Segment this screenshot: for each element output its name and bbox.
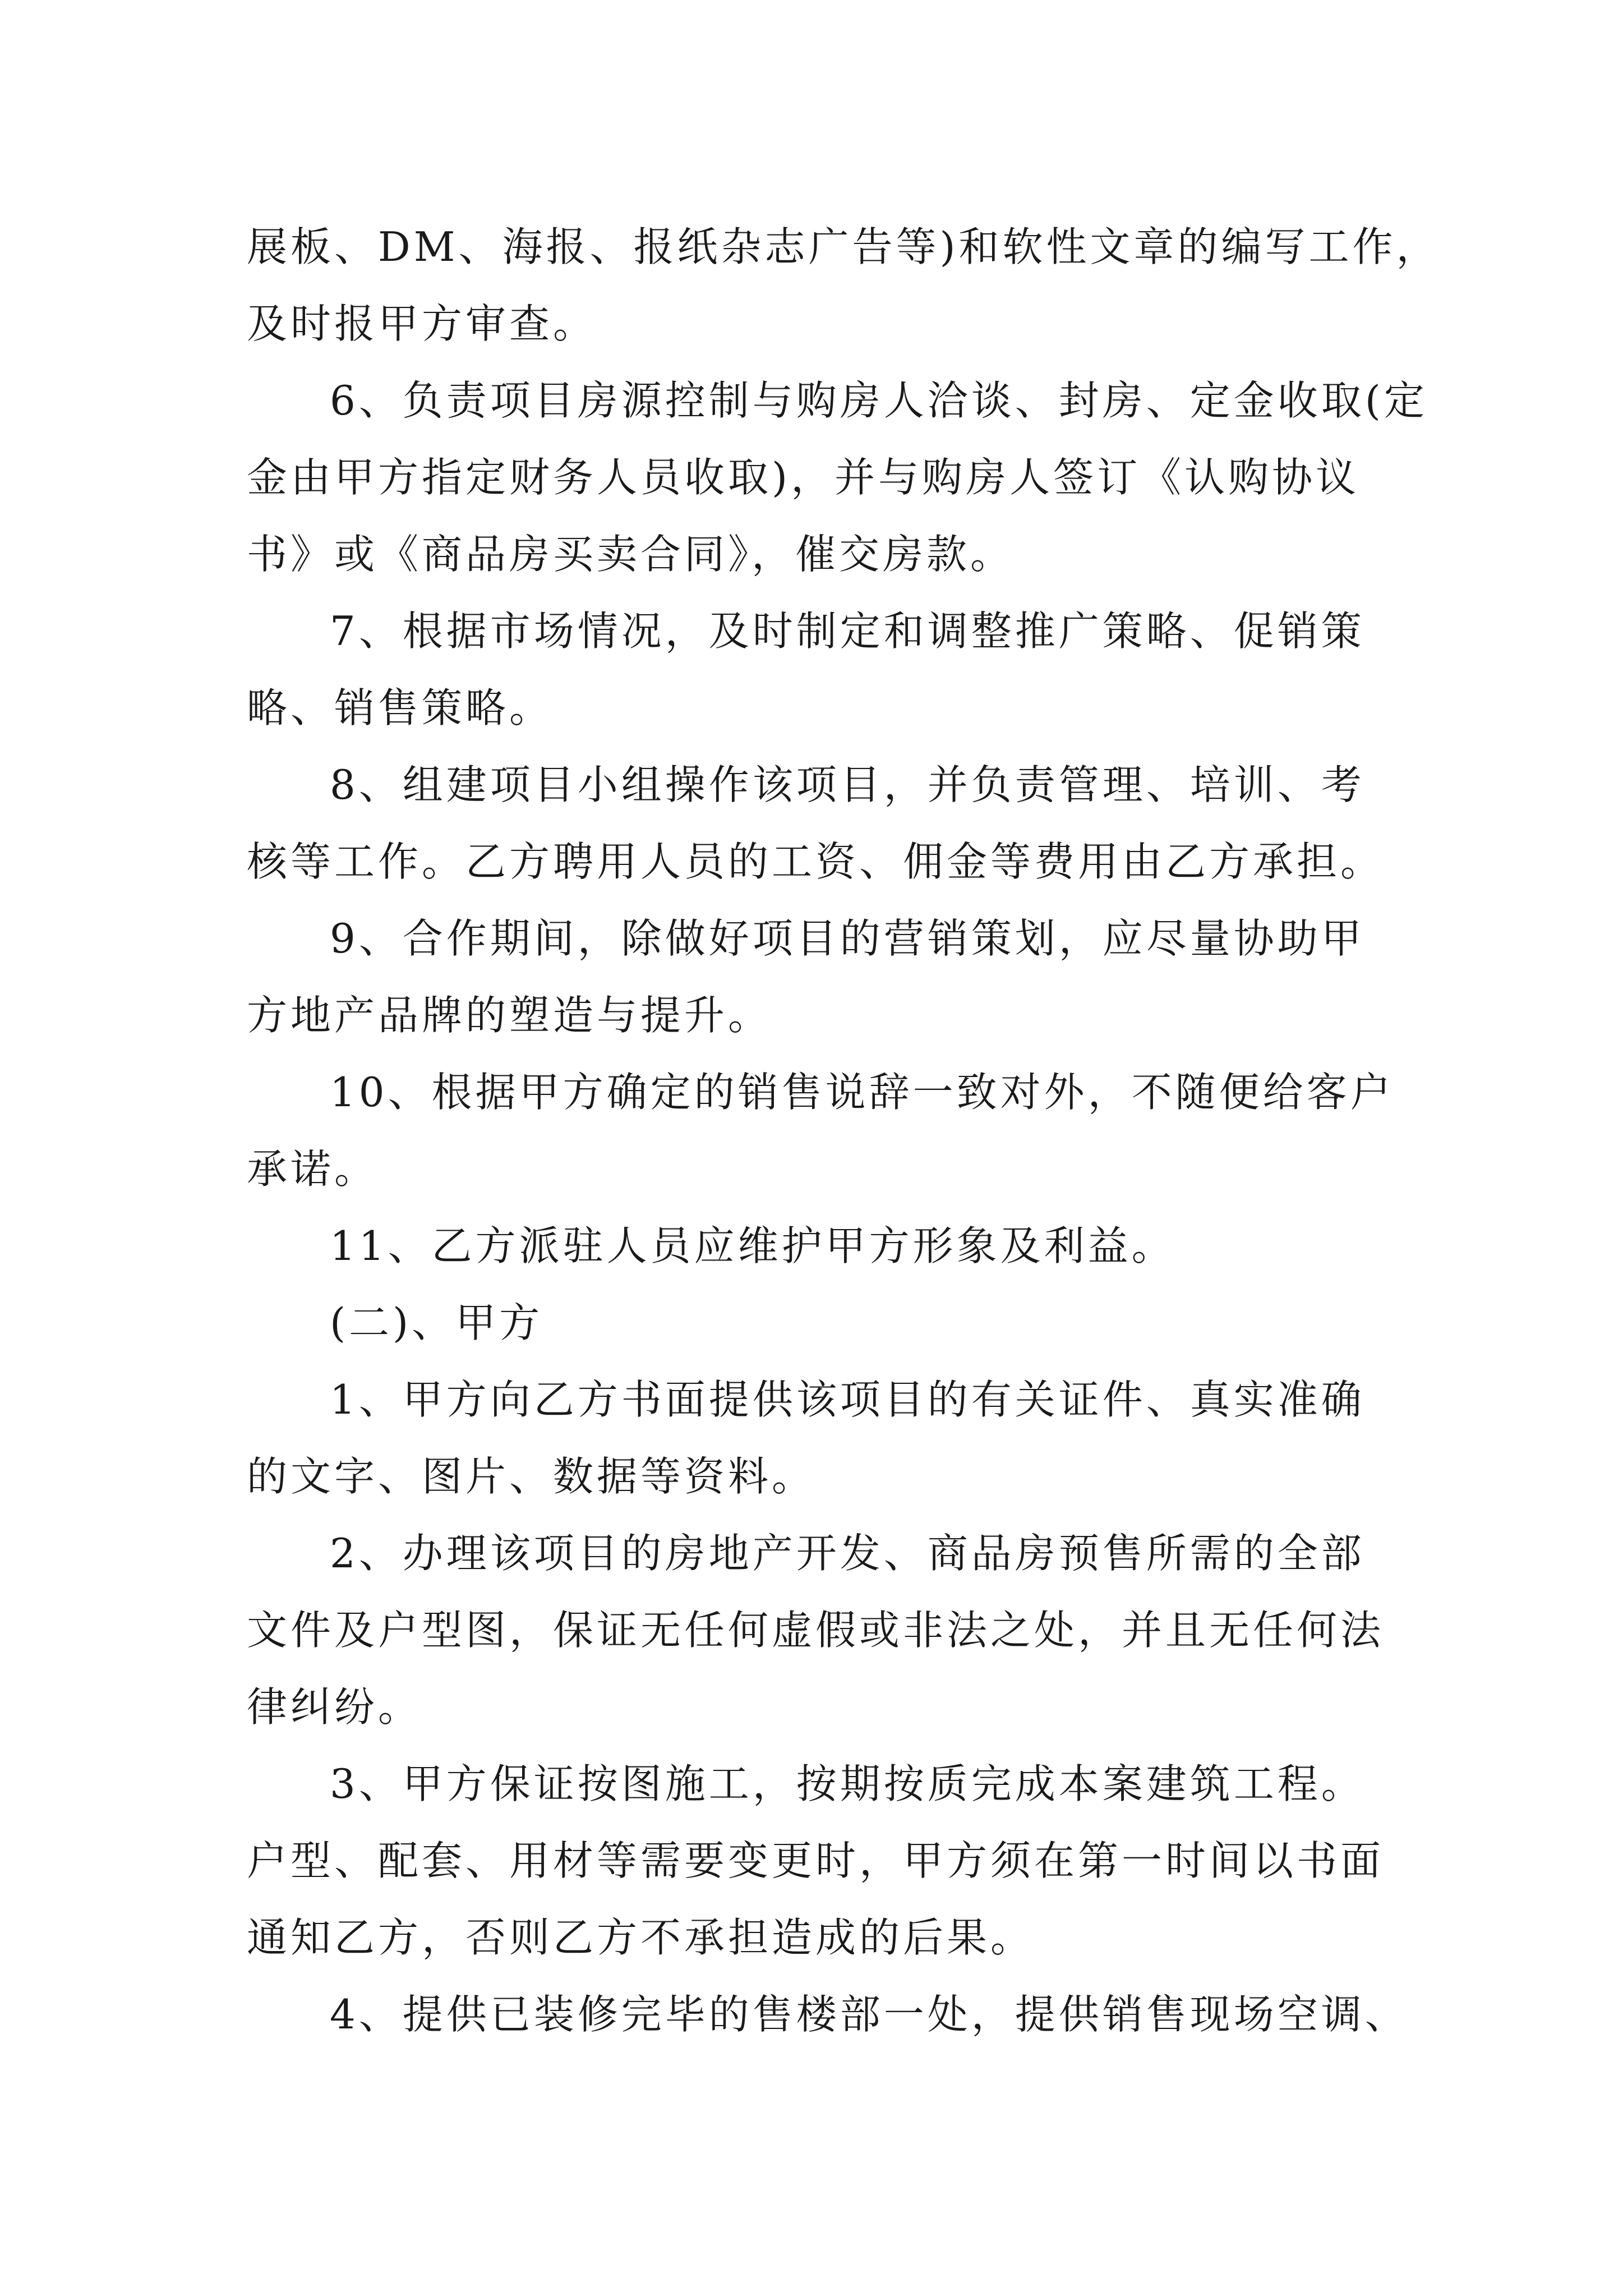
paragraph-3 [247,747,1391,900]
paragraph-11 [247,1976,1409,2053]
paragraph-10 [247,1746,1391,1976]
text-line: 的文字、图片、数据等资料。 [247,1453,816,1500]
text-line: 3、甲方保证按图施工，按期按质完成本案建筑工程。 [330,1760,1365,1807]
document-body [247,209,1440,2053]
paragraph-2 [247,593,1391,747]
text-line: 9、合作期间，除做好项目的营销策划，应尽量协助甲 [330,915,1365,962]
paragraph-9 [247,1515,1391,1746]
text-line: (二)、甲方 [330,1299,543,1346]
paragraph-1 [247,362,1428,593]
text-line: 律纠纷。 [247,1683,422,1731]
section-heading [247,1285,1391,1361]
paragraph-0 [247,209,1440,362]
text-line: 1、甲方向乙方书面提供该项目的有关证件、真实准确 [330,1376,1365,1423]
text-line: 8、组建项目小组操作该项目，并负责管理、培训、考 [330,761,1365,808]
paragraph-8 [247,1361,1391,1515]
paragraph-6 [247,1208,1391,1285]
text-line: 4、提供已装修完毕的售楼部一处，提供销售现场空调、 [330,1991,1409,2038]
text-line: 户型、配套、用材等需要变更时，甲方须在第一时间以书面 [247,1837,1385,1884]
text-line: 2、办理该项目的房地产开发、商品房预售所需的全部 [330,1530,1365,1577]
paragraph-5 [247,1054,1394,1208]
text-line: 文件及户型图，保证无任何虚假或非法之处，并且无任何法 [247,1607,1385,1654]
paragraph-4 [247,900,1391,1054]
text-line: 7、根据市场情况，及时制定和调整推广策略、促销策 [330,608,1365,655]
text-line: 略、销售策略。 [247,684,554,731]
text-line: 金由甲方指定财务人员收取)，并与购房人签订《认购协议 [247,454,1360,501]
text-line: 通知乙方，否则乙方不承担造成的后果。 [247,1914,1035,1961]
text-line: 及时报甲方审查。 [247,300,597,347]
text-line: 11、乙方派驻人员应维护甲方形象及利益。 [330,1222,1175,1269]
text-line: 展板、DM、海报、报纸杂志广告等)和软性文章的编写工作， [247,223,1440,270]
text-line: 6、负责项目房源控制与购房人洽谈、封房、定金收取(定 [330,377,1428,424]
text-line: 10、根据甲方确定的销售说辞一致对外，不随便给客户 [330,1069,1394,1116]
text-line: 核等工作。乙方聘用人员的工资、佣金等费用由乙方承担。 [247,838,1385,885]
text-line: 承诺。 [247,1145,379,1193]
text-line: 书》或《商品房买卖合同》，催交房款。 [247,531,1015,578]
text-line: 方地产品牌的塑造与提升。 [247,992,772,1039]
